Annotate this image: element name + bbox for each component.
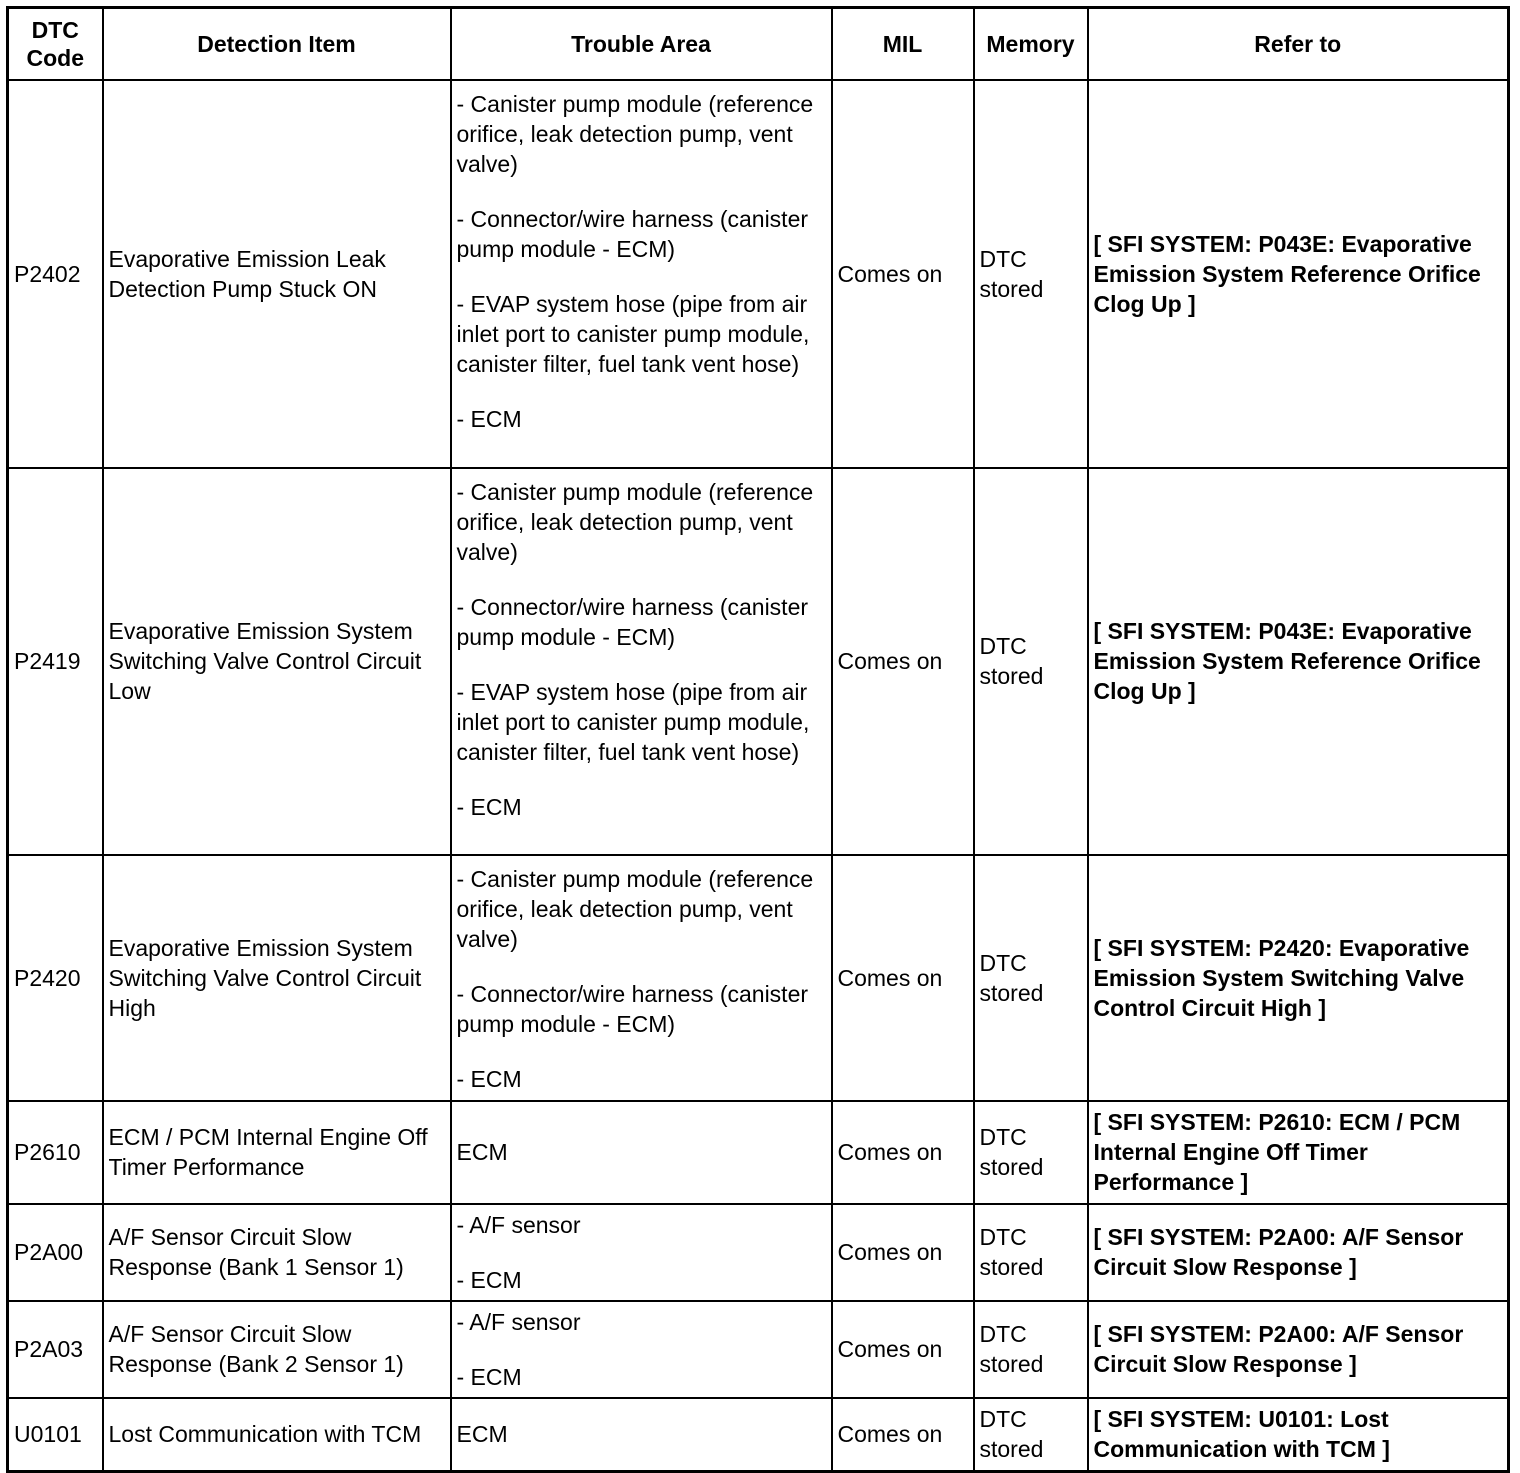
trouble-area-item: - EVAP system hose (pipe from air inlet port to canister pump module, canister filter, fuel tank vent hose) [456,678,810,765]
trouble-area-item: - A/F sensor [456,1308,581,1335]
memory-cell: DTC stored [974,80,1088,468]
trouble-area-item: - Canister pump module (reference orifice, leak detection pump, vent valve) [456,90,814,177]
table-row [8,80,1509,468]
memory-cell: DTC stored [974,855,1088,1101]
memory-cell: DTC stored [974,468,1088,855]
mil-cell: Comes on [832,80,974,468]
dtc-code-cell: U0101 [8,1398,103,1472]
dtc-code-cell: P2419 [8,468,103,855]
table-row [8,468,1509,855]
memory-cell: DTC stored [974,1101,1088,1204]
table-row [8,855,1509,1101]
table-row [8,1301,1509,1398]
trouble-area-item: ECM [456,1421,508,1448]
refer-to-cell: [ SFI SYSTEM: U0101: Lost Communication with TCM ] [1088,1398,1509,1472]
memory-cell: DTC stored [974,1204,1088,1301]
header-detection-item: Detection Item [103,8,451,80]
header-dtc-code: DTC Code [8,8,103,80]
refer-to-cell: [ SFI SYSTEM: P2A00: A/F Sensor Circuit Slow Response ] [1088,1301,1509,1398]
trouble-area-item: - EVAP system hose (pipe from air inlet port to canister pump module, canister filter, fuel tank vent hose) [456,290,810,377]
mil-cell: Comes on [832,1398,974,1472]
detection-item-cell: Evaporative Emission Leak Detection Pump Stuck ON [103,80,451,468]
mil-cell: Comes on [832,1301,974,1398]
refer-to-cell: [ SFI SYSTEM: P2420: Evaporative Emission System Switching Valve Control Circuit High ] [1088,855,1509,1101]
trouble-area-cell [451,1398,832,1472]
trouble-area-item: - ECM [456,1266,522,1293]
trouble-area-item: - ECM [456,1065,522,1092]
dtc-table [6,6,1510,1473]
trouble-area-item: - A/F sensor [456,1211,581,1238]
mil-cell: Comes on [832,855,974,1101]
trouble-area-item: - Canister pump module (reference orifice, leak detection pump, vent valve) [456,478,814,565]
header-memory: Memory [974,8,1088,80]
trouble-area-item: - Connector/wire harness (canister pump module - ECM) [456,980,809,1037]
detection-item-cell: Evaporative Emission System Switching Valve Control Circuit Low [103,468,451,855]
trouble-area-item: - Canister pump module (reference orifice, leak detection pump, vent valve) [456,865,814,952]
trouble-area-cell [451,1301,832,1398]
table-row [8,1398,1509,1472]
header-trouble-area: Trouble Area [451,8,832,80]
header-row [8,8,1509,80]
dtc-code-cell: P2610 [8,1101,103,1204]
header-refer-to: Refer to [1088,8,1509,80]
detection-item-cell: A/F Sensor Circuit Slow Response (Bank 2 Sensor 1) [103,1301,451,1398]
memory-cell: DTC stored [974,1398,1088,1472]
trouble-area-cell [451,80,832,468]
trouble-area-item: ECM [456,1139,508,1165]
mil-cell: Comes on [832,1204,974,1301]
dtc-code-cell: P2A00 [8,1204,103,1301]
trouble-area-cell [451,1101,832,1204]
trouble-area-cell [451,468,832,855]
trouble-area-cell [451,855,832,1101]
trouble-area-item: - ECM [456,1363,522,1390]
table-row [8,1101,1509,1204]
detection-item-cell: ECM / PCM Internal Engine Off Timer Performance [103,1101,451,1204]
mil-cell: Comes on [832,468,974,855]
detection-item-cell: Lost Communication with TCM [103,1398,451,1472]
refer-to-cell: [ SFI SYSTEM: P043E: Evaporative Emission System Reference Orifice Clog Up ] [1088,468,1509,855]
dtc-code-cell: P2402 [8,80,103,468]
trouble-area-item: - Connector/wire harness (canister pump module - ECM) [456,593,809,650]
dtc-code-cell: P2A03 [8,1301,103,1398]
detection-item-cell: A/F Sensor Circuit Slow Response (Bank 1 Sensor 1) [103,1204,451,1301]
table-row [8,1204,1509,1301]
refer-to-cell: [ SFI SYSTEM: P043E: Evaporative Emission System Reference Orifice Clog Up ] [1088,80,1509,468]
trouble-area-item: - ECM [456,405,522,432]
dtc-code-cell: P2420 [8,855,103,1101]
header-mil: MIL [832,8,974,80]
mil-cell: Comes on [832,1101,974,1204]
trouble-area-cell [451,1204,832,1301]
trouble-area-item: - ECM [456,793,522,820]
trouble-area-item: - Connector/wire harness (canister pump module - ECM) [456,205,809,262]
memory-cell: DTC stored [974,1301,1088,1398]
detection-item-cell: Evaporative Emission System Switching Valve Control Circuit High [103,855,451,1101]
refer-to-cell: [ SFI SYSTEM: P2610: ECM / PCM Internal Engine Off Timer Performance ] [1088,1101,1509,1204]
refer-to-cell: [ SFI SYSTEM: P2A00: A/F Sensor Circuit Slow Response ] [1088,1204,1509,1301]
